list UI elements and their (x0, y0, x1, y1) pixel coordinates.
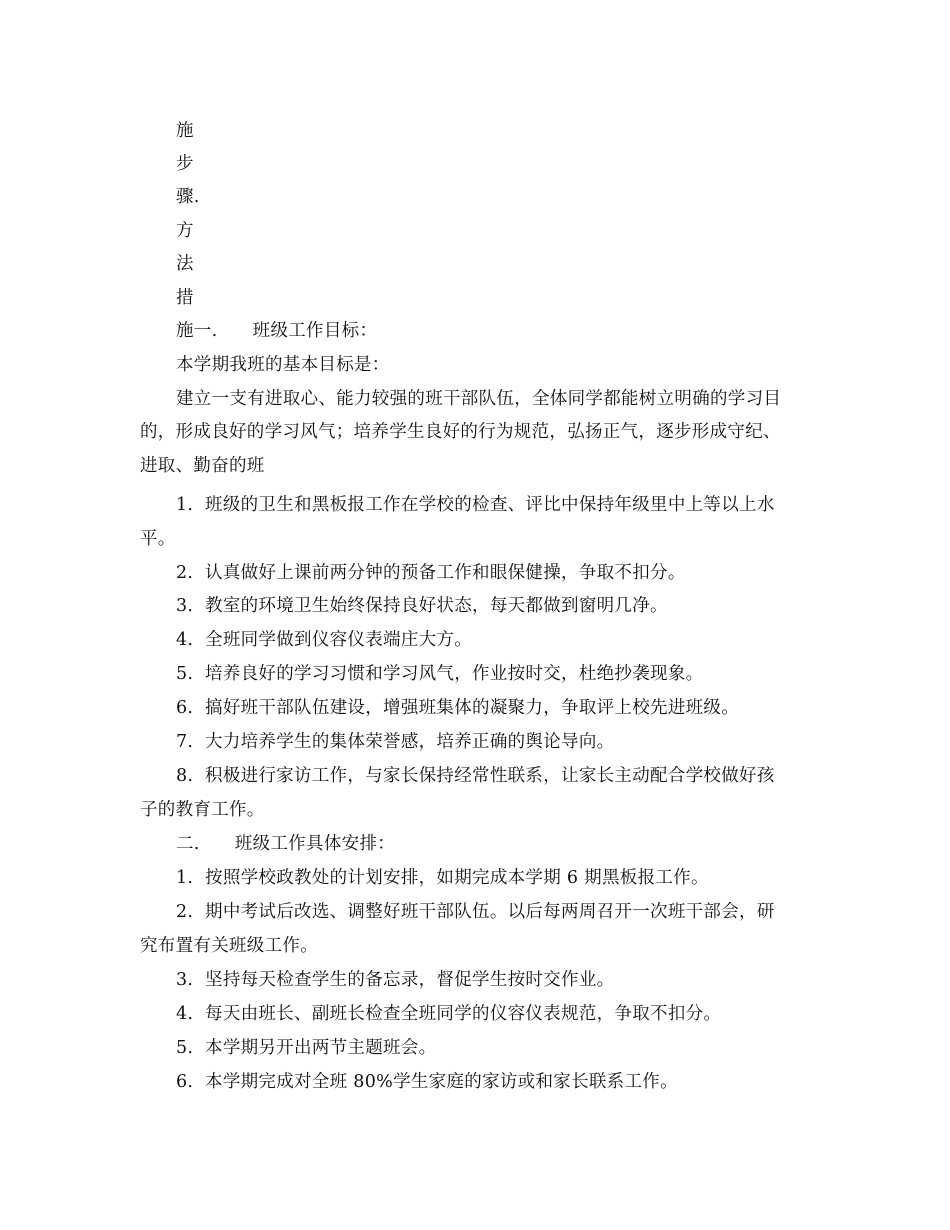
vertical-char: 措 (176, 288, 194, 308)
list-item: 6. 本学期完成对全班 80%学生家庭的家访或和家长联系工作。 (176, 1072, 678, 1092)
list-item: 2. 认真做好上课前两分钟的预备工作和眼保健操，争取不扣分。 (176, 563, 686, 583)
list-item: 2. 期中考试后改选、调整好班干部队伍。以后每两周召开一次班干部会，研 (176, 902, 775, 922)
list-item-continuation: 究布置有关班级工作。 (140, 936, 318, 956)
list-item: 4. 全班同学做到仪容仪表端庄大方。 (176, 630, 473, 650)
list-item: 4. 每天由班长、副班长检查全班同学的仪容仪表规范，争取不扣分。 (176, 1004, 722, 1024)
list-item: 1. 班级的卫生和黑板报工作在学校的检查、评比中保持年级里中上等以上水 (176, 495, 775, 515)
paragraph-line: 进取、勤奋的班 (140, 456, 265, 476)
list-item: 5. 本学期另开出两节主题班会。 (176, 1038, 437, 1058)
list-item: 3. 教室的环境卫生始终保持良好状态，每天都做到窗明几净。 (176, 596, 668, 616)
list-item-continuation: 子的教育工作。 (140, 800, 265, 820)
list-item: 8. 积极进行家访工作，与家长保持经常性联系，让家长主动配合学校做好孩 (176, 766, 775, 786)
list-item: 5. 培养良好的学习习惯和学习风气，作业按时交，杜绝抄袭现象。 (176, 664, 704, 684)
paragraph-line: 的，形成良好的学习风气；培养学生良好的行为规范，弘扬正气，逐步形成守纪、 (140, 422, 781, 442)
list-item: 1. 按照学校政教处的计划安排，如期完成本学期 6 期黑板报工作。 (176, 868, 709, 888)
vertical-char: 法 (176, 254, 194, 274)
list-item: 7. 大力培养学生的集体荣誉感，培养正确的舆论导向。 (176, 732, 615, 752)
list-item: 3. 坚持每天检查学生的备忘录，督促学生按时交作业。 (176, 970, 615, 990)
vertical-char: 方 (176, 221, 194, 241)
vertical-char: 施 (176, 121, 194, 141)
vertical-char: 步 (176, 154, 194, 174)
goal-intro: 本学期我班的基本目标是： (176, 355, 390, 375)
list-item: 6. 搞好班干部队伍建设，增强班集体的凝聚力，争取评上校先进班级。 (176, 698, 740, 718)
vertical-char: 骤. (176, 187, 200, 207)
section-heading: 施一. 班级工作目标： (176, 321, 378, 341)
section-heading: 二. 班级工作具体安排： (176, 834, 396, 854)
list-item-continuation: 平。 (140, 529, 176, 549)
paragraph-line: 建立一支有进取心、能力较强的班干部队伍，全体同学都能树立明确的学习目 (176, 389, 782, 409)
